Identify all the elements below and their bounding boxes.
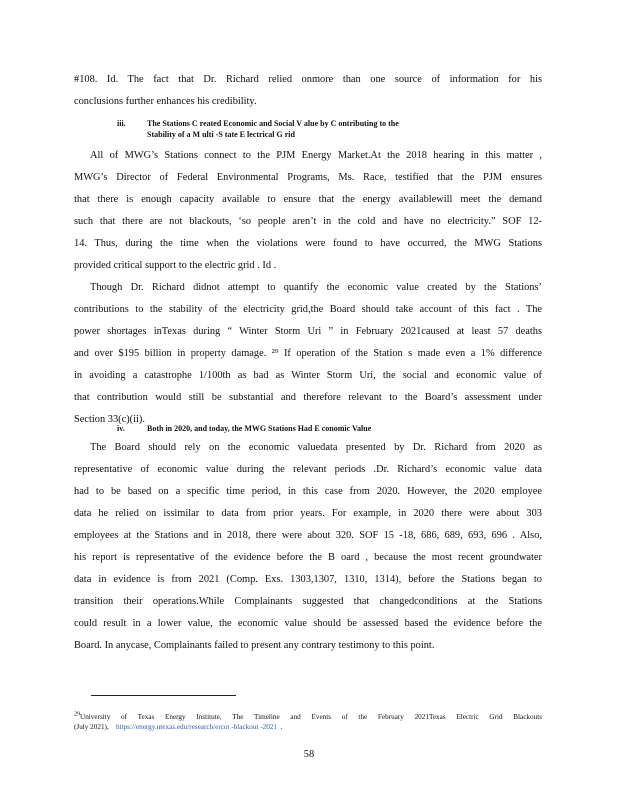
footnote-line-2 [74,722,542,732]
footnote-line [74,712,542,722]
body-line: transition their operations.While Complainants suggested that changedconditions at the Stations [74,596,542,607]
body-line: such that there are not blackouts, ‘so people aren’t in the cold and have no electricity.” SOF 12- [74,216,542,227]
footnote-link[interactable]: https://energy.utexas.edu/research/ercot -blackout -2021 [115,723,277,731]
body-line: representative of economic value during the relevant periods .Dr. Richard’s economic value data [74,464,542,475]
body-line: Board. In anycase, Complainants failed to present any contrary testimony to this point. [74,640,435,651]
heading-line: Both in 2020, and today, the MWG Stations Had E conomic Value [147,424,372,433]
footnote-text: University of Texas Energy Institute, The Timeline and Events of the February 2021Texas Electric Grid Blackouts [80,713,542,721]
body-line: that contribution would still be substantial and therefore relevant to the Board’s assessment under [74,392,542,403]
section-heading-iv [117,423,371,434]
body-line: and over $195 billion in property damage. ²⁹ If operation of the Station s made even a 1% difference [74,348,542,359]
body-line: had to be based on a specific time period, in this case from 2020. However, the 2020 employee [74,486,542,497]
footnote-marker: 29 [74,711,80,718]
body-line: that there is enough capacity available to ensure that the energy availablewill meet the demand [74,194,542,205]
footnote-date: (July 2021), [74,723,109,731]
body-line: employees at the Stations and in 2018, there were about 320. SOF 15 -18, 686, 689, 693, 696 . Also, [74,530,542,541]
body-line: #108. Id. The fact that Dr. Richard relied onmore than one source of information for his [74,74,542,85]
body-line: MWG’s Director of Federal Environmental Programs, Ms. Race, testified that the PJM ensures [74,172,542,183]
body-line: contributions to the stability of the electricity grid,the Board should take account of this fact . The [74,304,542,315]
heading-line-2: Stability of a M ulti -S tate E lectrical G rid [147,130,295,139]
body-line: could result in a lower value, the economic value should be assessed based the evidence before the [74,618,542,629]
body-line: The Board should rely on the economic valuedata presented by Dr. Richard from 2020 as [90,442,542,453]
footnote-separator [91,695,236,696]
body-line: conclusions further enhances his credibility. [74,96,257,107]
section-heading-iii [117,118,399,129]
body-line: his report is representative of the evidence before the B oard , because the most recent groundwater [74,552,542,563]
heading-line: The Stations C reated Economic and Social V alue by C ontributing to the [147,119,399,128]
heading-number: iv. [117,424,125,433]
page-number: 58 [303,749,315,760]
body-line: 14. Thus, during the time when the violations were found to have occurred, the MWG Stations [74,238,542,249]
heading-number: iii. [117,119,126,128]
body-line: data in evidence is from 2021 (Comp. Exs. 1303,1307, 1310, 1314), before the Stations began to [74,574,542,585]
body-line: Though Dr. Richard didnot attempt to quantify the economic value created by the Stations’ [90,282,542,293]
body-line: data he relied on issimilar to data from prior years. For example, in 2020 there were about 303 [74,508,542,519]
body-line: power shortages inTexas during “ Winter Storm Uri ” in February 2021caused at least 57 deaths [74,326,542,337]
body-line: All of MWG’s Stations connect to the PJM Energy Market.At the 2018 hearing in this matter , [90,150,542,161]
body-line: Section 33(c)(ii). [74,414,145,425]
body-line: in avoiding a catastrophe 1/100th as bad as Winter Storm Uri, the social and economic value of [74,370,542,381]
footnote-period: . [280,723,283,731]
body-line: provided critical support to the electric grid . Id . [74,260,277,271]
